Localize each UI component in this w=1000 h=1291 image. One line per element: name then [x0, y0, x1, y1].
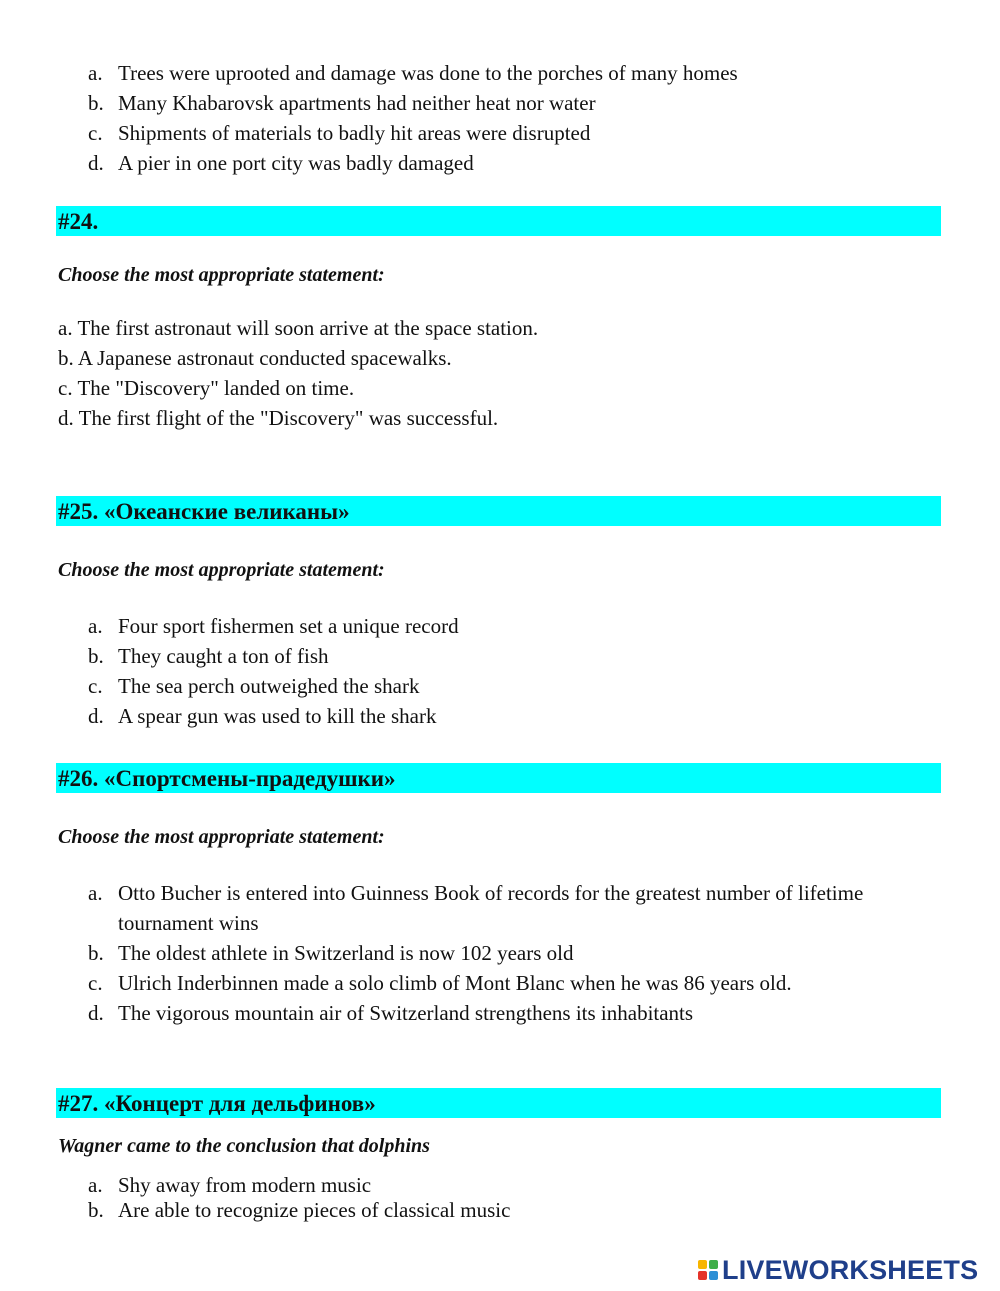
option-item: a. Four sport fishermen set a unique record [88, 614, 459, 638]
q26-options [88, 878, 938, 1028]
liveworksheets-logo[interactable] [698, 1252, 978, 1288]
option-item: d. The first flight of the "Discovery" was successful. [58, 406, 499, 430]
q24-heading: #24. [56, 206, 941, 236]
option-item: a. Otto Bucher is entered into Guinness Book of records for the greatest number of lifetime tournament wins [88, 881, 864, 935]
q27-instruction: Wagner came to the conclusion that dolphins [58, 1135, 430, 1157]
q25-heading: #25. «Океанские великаны» [56, 496, 941, 526]
option-item: b. Many Khabarovsk apartments had neither heat nor water [88, 91, 596, 115]
option-item: c. Shipments of materials to badly hit areas were disrupted [88, 121, 591, 145]
q26-heading: #26. «Спортсмены-прадедушки» [56, 763, 941, 793]
q26-instruction: Choose the most appropriate statement: [58, 826, 385, 848]
q25-options [88, 611, 459, 731]
q27-options [88, 1173, 510, 1223]
option-item: b. The oldest athlete in Switzerland is now 102 years old [88, 941, 574, 965]
q24-options [58, 313, 538, 433]
q23-options [88, 58, 738, 178]
option-item: a. Trees were uprooted and damage was done to the porches of many homes [88, 61, 738, 85]
option-item: b. A Japanese astronaut conducted spacewalks. [58, 346, 452, 370]
option-item: c. The "Discovery" landed on time. [58, 376, 355, 400]
option-item: d. A spear gun was used to kill the shark [88, 704, 437, 728]
option-item: c. The sea perch outweighed the shark [88, 674, 420, 698]
q25-instruction: Choose the most appropriate statement: [58, 559, 385, 581]
q24-instruction: Choose the most appropriate statement: [58, 264, 385, 286]
option-item: a. Shy away from modern music [88, 1173, 372, 1197]
brand-name: LIVEWORKSHEETS [722, 1254, 979, 1285]
q27-heading: #27. «Концерт для дельфинов» [56, 1088, 941, 1118]
option-item: d. The vigorous mountain air of Switzerland strengthens its inhabitants [88, 1001, 694, 1025]
logo-squares-icon [698, 1260, 718, 1280]
option-item: c. Ulrich Inderbinnen made a solo climb of Mont Blanc when he was 86 years old. [88, 971, 792, 995]
option-item: a. The first astronaut will soon arrive at the space station. [58, 316, 539, 340]
option-item: b. They caught a ton of fish [88, 644, 329, 668]
option-item: d. A pier in one port city was badly damaged [88, 151, 474, 175]
option-item: b. Are able to recognize pieces of classical music [88, 1198, 511, 1222]
